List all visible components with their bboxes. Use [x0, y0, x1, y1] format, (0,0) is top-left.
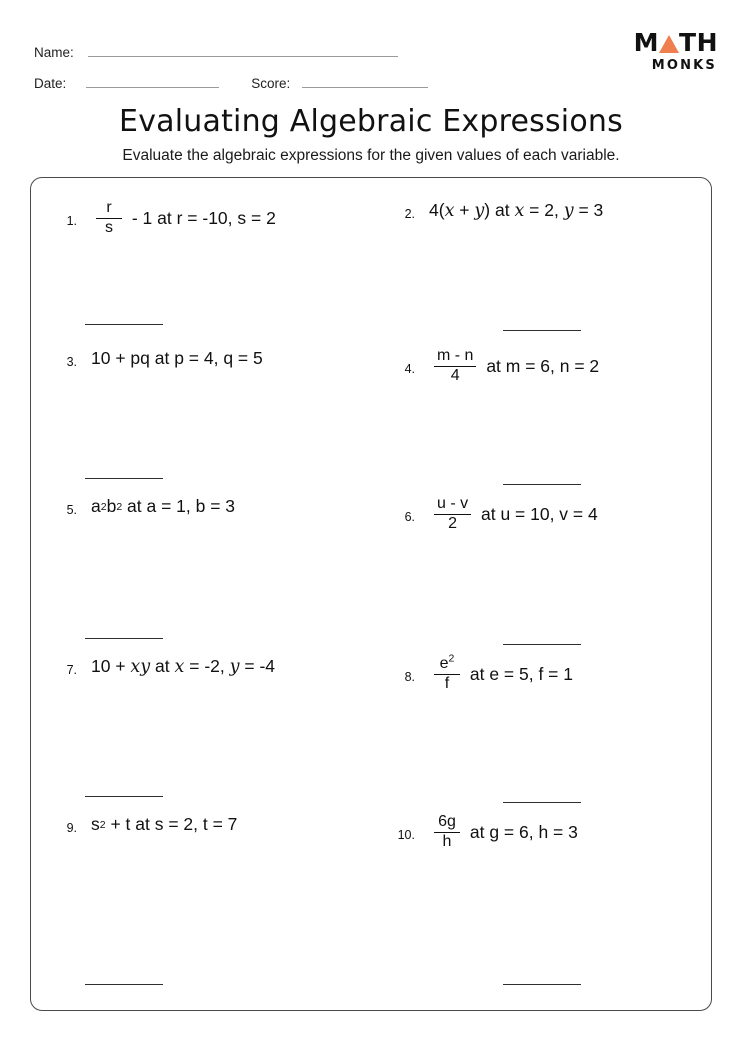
problem-expression-7: [91, 656, 275, 677]
problem-expression-2: [429, 200, 603, 221]
fraction-10: [434, 814, 460, 851]
fraction-denominator-4: 4: [450, 366, 460, 384]
problem-8-base-e: e: [439, 655, 449, 672]
problem-number-5: 5.: [66, 502, 77, 517]
problem-8-suffix: at e = 5, f = 1: [465, 663, 573, 684]
fraction-6: [434, 496, 471, 533]
problem-5-base-b: b: [106, 496, 117, 516]
problem-7-prefix: 10 +: [91, 656, 131, 676]
problem-7-given-val2: = -4: [239, 656, 276, 676]
logo-letter-m: M: [633, 28, 660, 57]
problem-expression-4: [429, 348, 599, 385]
problem-7-given-val1: = -2,: [184, 656, 230, 676]
name-field-row: [34, 45, 398, 60]
problem-number-2: 2.: [404, 206, 415, 221]
problem-5-base-a: a: [91, 496, 101, 516]
problem-1-suffix: - 1 at r = -10, s = 2: [127, 207, 276, 228]
problem-expression-1: [91, 200, 276, 237]
answer-line-9[interactable]: [85, 984, 163, 985]
problem-cell-10: [371, 806, 711, 966]
logo-wordmark-math: [634, 30, 718, 55]
problem-9-suffix: + t at s = 2, t = 7: [105, 814, 238, 834]
problem-expression-10: [429, 814, 578, 851]
problem-2-var-x: x: [444, 200, 455, 221]
fraction-numerator-10: 6g: [438, 813, 456, 830]
problem-cell-7: [33, 648, 373, 808]
problem-3-text: 10 + pq at p = 4, q = 5: [91, 348, 263, 368]
problem-5: [47, 496, 235, 517]
problem-number-4: 4.: [404, 362, 415, 377]
fraction-numerator-1: r: [106, 199, 112, 216]
fraction-8: [434, 652, 460, 693]
problem-4-suffix: at m = 6, n = 2: [481, 355, 600, 376]
problem-cell-1: [33, 192, 373, 352]
fraction-denominator-8: f: [444, 674, 450, 692]
fraction-denominator-6: 2: [448, 514, 458, 532]
problem-expression-5: a 2 b 2 at a = 1, b = 3: [91, 496, 236, 516]
problem-cell-8: [371, 648, 711, 808]
answer-line-1[interactable]: [85, 324, 163, 325]
problem-7-var-y: y: [140, 656, 151, 677]
answer-line-4[interactable]: [503, 484, 581, 485]
problem-7-given-var-y: y: [229, 656, 240, 677]
problem-9-base-s: s: [91, 814, 100, 834]
problem-expression-3: [91, 348, 263, 369]
problem-2-given-var-y: y: [563, 200, 574, 221]
problem-number-9: 9.: [66, 820, 77, 835]
answer-line-3[interactable]: [85, 478, 163, 479]
date-label: Date:: [34, 76, 67, 91]
problem-expression-9: s 2 + t at s = 2, t = 7: [91, 814, 238, 834]
problems-grid: [31, 178, 711, 1010]
fraction-numerator-4: m - n: [437, 347, 474, 364]
problem-2-mid: +: [454, 200, 475, 220]
problem-7-var-x: x: [130, 656, 141, 677]
fraction-4: [434, 348, 476, 385]
date-input[interactable]: [86, 87, 219, 88]
problem-expression-6: [429, 496, 598, 533]
answer-line-6[interactable]: [503, 644, 581, 645]
problem-2-var-y: y: [474, 200, 485, 221]
problem-9: [47, 814, 237, 835]
score-input[interactable]: [302, 87, 428, 88]
problem-8-exp-e: 2: [448, 652, 455, 665]
math-monks-logo: [634, 30, 718, 72]
score-label: Score:: [251, 76, 291, 91]
problem-7-given-var-x: x: [174, 656, 185, 677]
answer-line-2[interactable]: [503, 330, 581, 331]
problem-5-suffix: at a = 1, b = 3: [122, 496, 236, 516]
answer-line-10[interactable]: [503, 984, 581, 985]
problem-cell-9: [33, 806, 373, 966]
problem-2-prefix: 4(: [429, 200, 445, 220]
problem-cell-6: [371, 488, 711, 648]
problem-expression-8: [429, 652, 573, 693]
page-title: Evaluating Algebraic Expressions: [119, 104, 623, 139]
answer-line-7[interactable]: [85, 796, 163, 797]
problem-4: [385, 348, 599, 385]
name-label: Name:: [34, 45, 74, 60]
date-score-field-row: [34, 76, 428, 91]
fraction-numerator-6: u - v: [437, 495, 469, 512]
logo-letters-th: TH: [679, 28, 718, 57]
fraction-denominator-1: s: [105, 218, 113, 236]
problem-number-7: 7.: [66, 662, 77, 677]
page-instructions: Evaluate the algebraic expressions for the given values of each variable.: [122, 147, 620, 164]
problem-2-given-var-x: x: [514, 200, 525, 221]
problem-10-suffix: at g = 6, h = 3: [465, 821, 578, 842]
fraction-1: [96, 200, 122, 237]
problem-number-1: 1.: [66, 214, 77, 229]
answer-line-8[interactable]: [503, 802, 581, 803]
problem-cell-4: [371, 340, 711, 500]
fraction-numerator-8: [437, 652, 458, 673]
problem-cell-5: [33, 488, 373, 648]
fraction-denominator-10: h: [442, 832, 452, 850]
logo-wordmark-monks: MONKS: [651, 58, 717, 73]
problem-8: [385, 652, 573, 693]
problem-3: [47, 348, 263, 369]
problem-2-given-val2: = 3: [573, 200, 604, 220]
problem-10: [385, 814, 578, 851]
problem-2-given-val1: = 2,: [524, 200, 564, 220]
problem-cell-2: [371, 192, 711, 352]
problems-container: [30, 177, 712, 1011]
answer-line-5[interactable]: [85, 638, 163, 639]
problem-6: [385, 496, 598, 533]
problem-number-8: 8.: [404, 670, 415, 685]
problem-2-suffix: ) at: [484, 200, 515, 220]
problem-cell-3: [33, 340, 373, 500]
problem-7: [47, 656, 275, 677]
name-input[interactable]: [88, 56, 398, 57]
triangle-a-icon: [659, 35, 679, 53]
problem-2: [385, 200, 603, 221]
problem-number-3: 3.: [66, 354, 77, 369]
problem-1: [47, 200, 276, 237]
problem-6-suffix: at u = 10, v = 4: [476, 503, 598, 524]
problem-number-10: 10.: [397, 828, 415, 843]
page-header: [0, 0, 742, 100]
problem-7-suffix: at: [150, 656, 175, 676]
problem-number-6: 6.: [404, 510, 415, 525]
